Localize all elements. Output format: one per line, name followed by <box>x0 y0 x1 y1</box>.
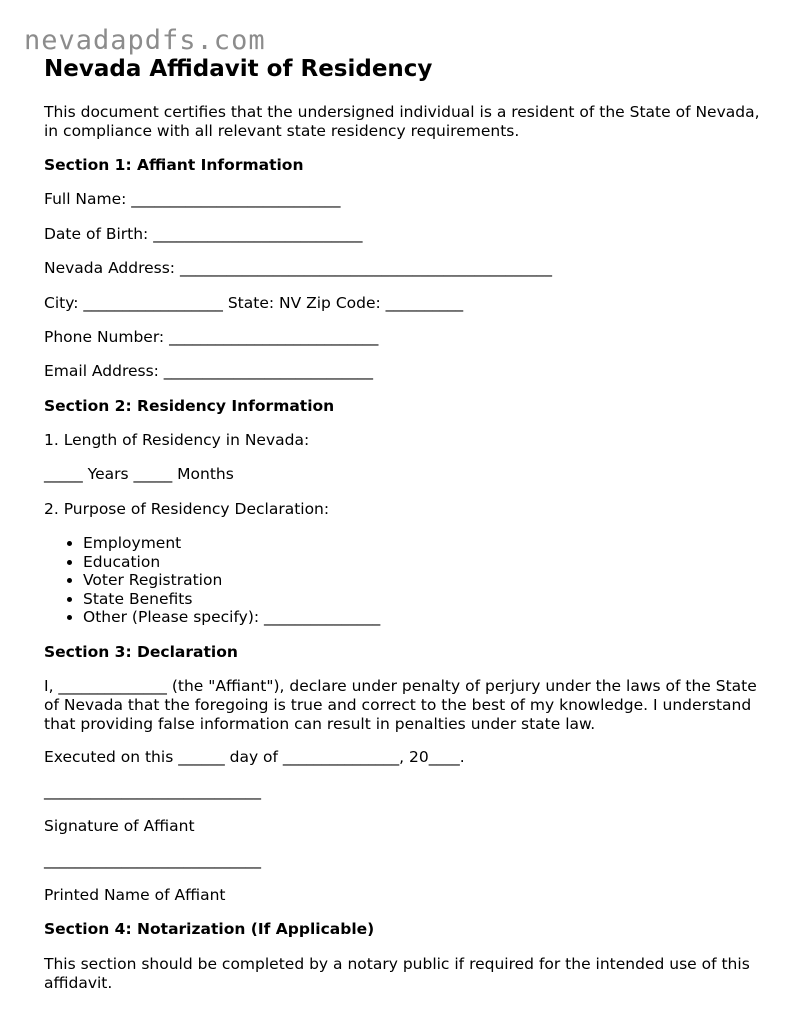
section-4-heading: Section 4: Notarization (If Applicable) <box>44 920 375 938</box>
list-item: • Other (Please specify): _______________ <box>83 608 380 627</box>
nevada-address-field: Nevada Address: ________________________________________________ <box>44 259 552 277</box>
purpose-list <box>44 534 380 627</box>
printed-name-label: Printed Name of Affiant <box>44 886 226 904</box>
notarization-paragraph: This section should be completed by a notary public if required for the intended use of this affidavit. <box>44 955 750 992</box>
watermark-text: nevadapdfs.com <box>24 25 266 56</box>
declaration-paragraph: I, ______________ (the "Affiant"), declare under penalty of perjury under the laws of the State of Nevada that the foregoing is true and correct to the best of my knowledge. I understand that providing false information can result in penalties under state law. <box>44 677 757 733</box>
signature-label: Signature of Affiant <box>44 817 195 835</box>
list-item: • Education <box>83 553 380 572</box>
signature-line: ____________________________ <box>44 782 261 800</box>
executed-date-line: Executed on this ______ day of _______________, 20____. <box>44 748 465 766</box>
list-item: • Voter Registration <box>83 571 380 590</box>
email-address-field: Email Address: ___________________________ <box>44 362 374 380</box>
full-name-field: Full Name: ___________________________ <box>44 190 341 208</box>
list-item: • State Benefits <box>83 590 380 609</box>
section-3-heading: Section 3: Declaration <box>44 643 238 661</box>
residency-length-question: 1. Length of Residency in Nevada: <box>44 431 310 449</box>
city-state-zip-field: City: __________________ State: NV Zip Code: __________ <box>44 294 464 312</box>
residency-length-fields: _____ Years _____ Months <box>44 465 234 483</box>
document-title: Nevada Affidavit of Residency <box>44 56 433 82</box>
date-of-birth-field: Date of Birth: ___________________________ <box>44 225 363 243</box>
printed-name-line: ____________________________ <box>44 851 261 869</box>
list-item: • Employment <box>83 534 380 553</box>
section-1-heading: Section 1: Affiant Information <box>44 156 304 174</box>
residency-purpose-question: 2. Purpose of Residency Declaration: <box>44 500 330 518</box>
phone-number-field: Phone Number: ___________________________ <box>44 328 379 346</box>
intro-paragraph: This document certifies that the undersigned individual is a resident of the State of Nevada, in compliance with all relevant state residency requirements. <box>44 103 760 140</box>
section-2-heading: Section 2: Residency Information <box>44 397 335 415</box>
